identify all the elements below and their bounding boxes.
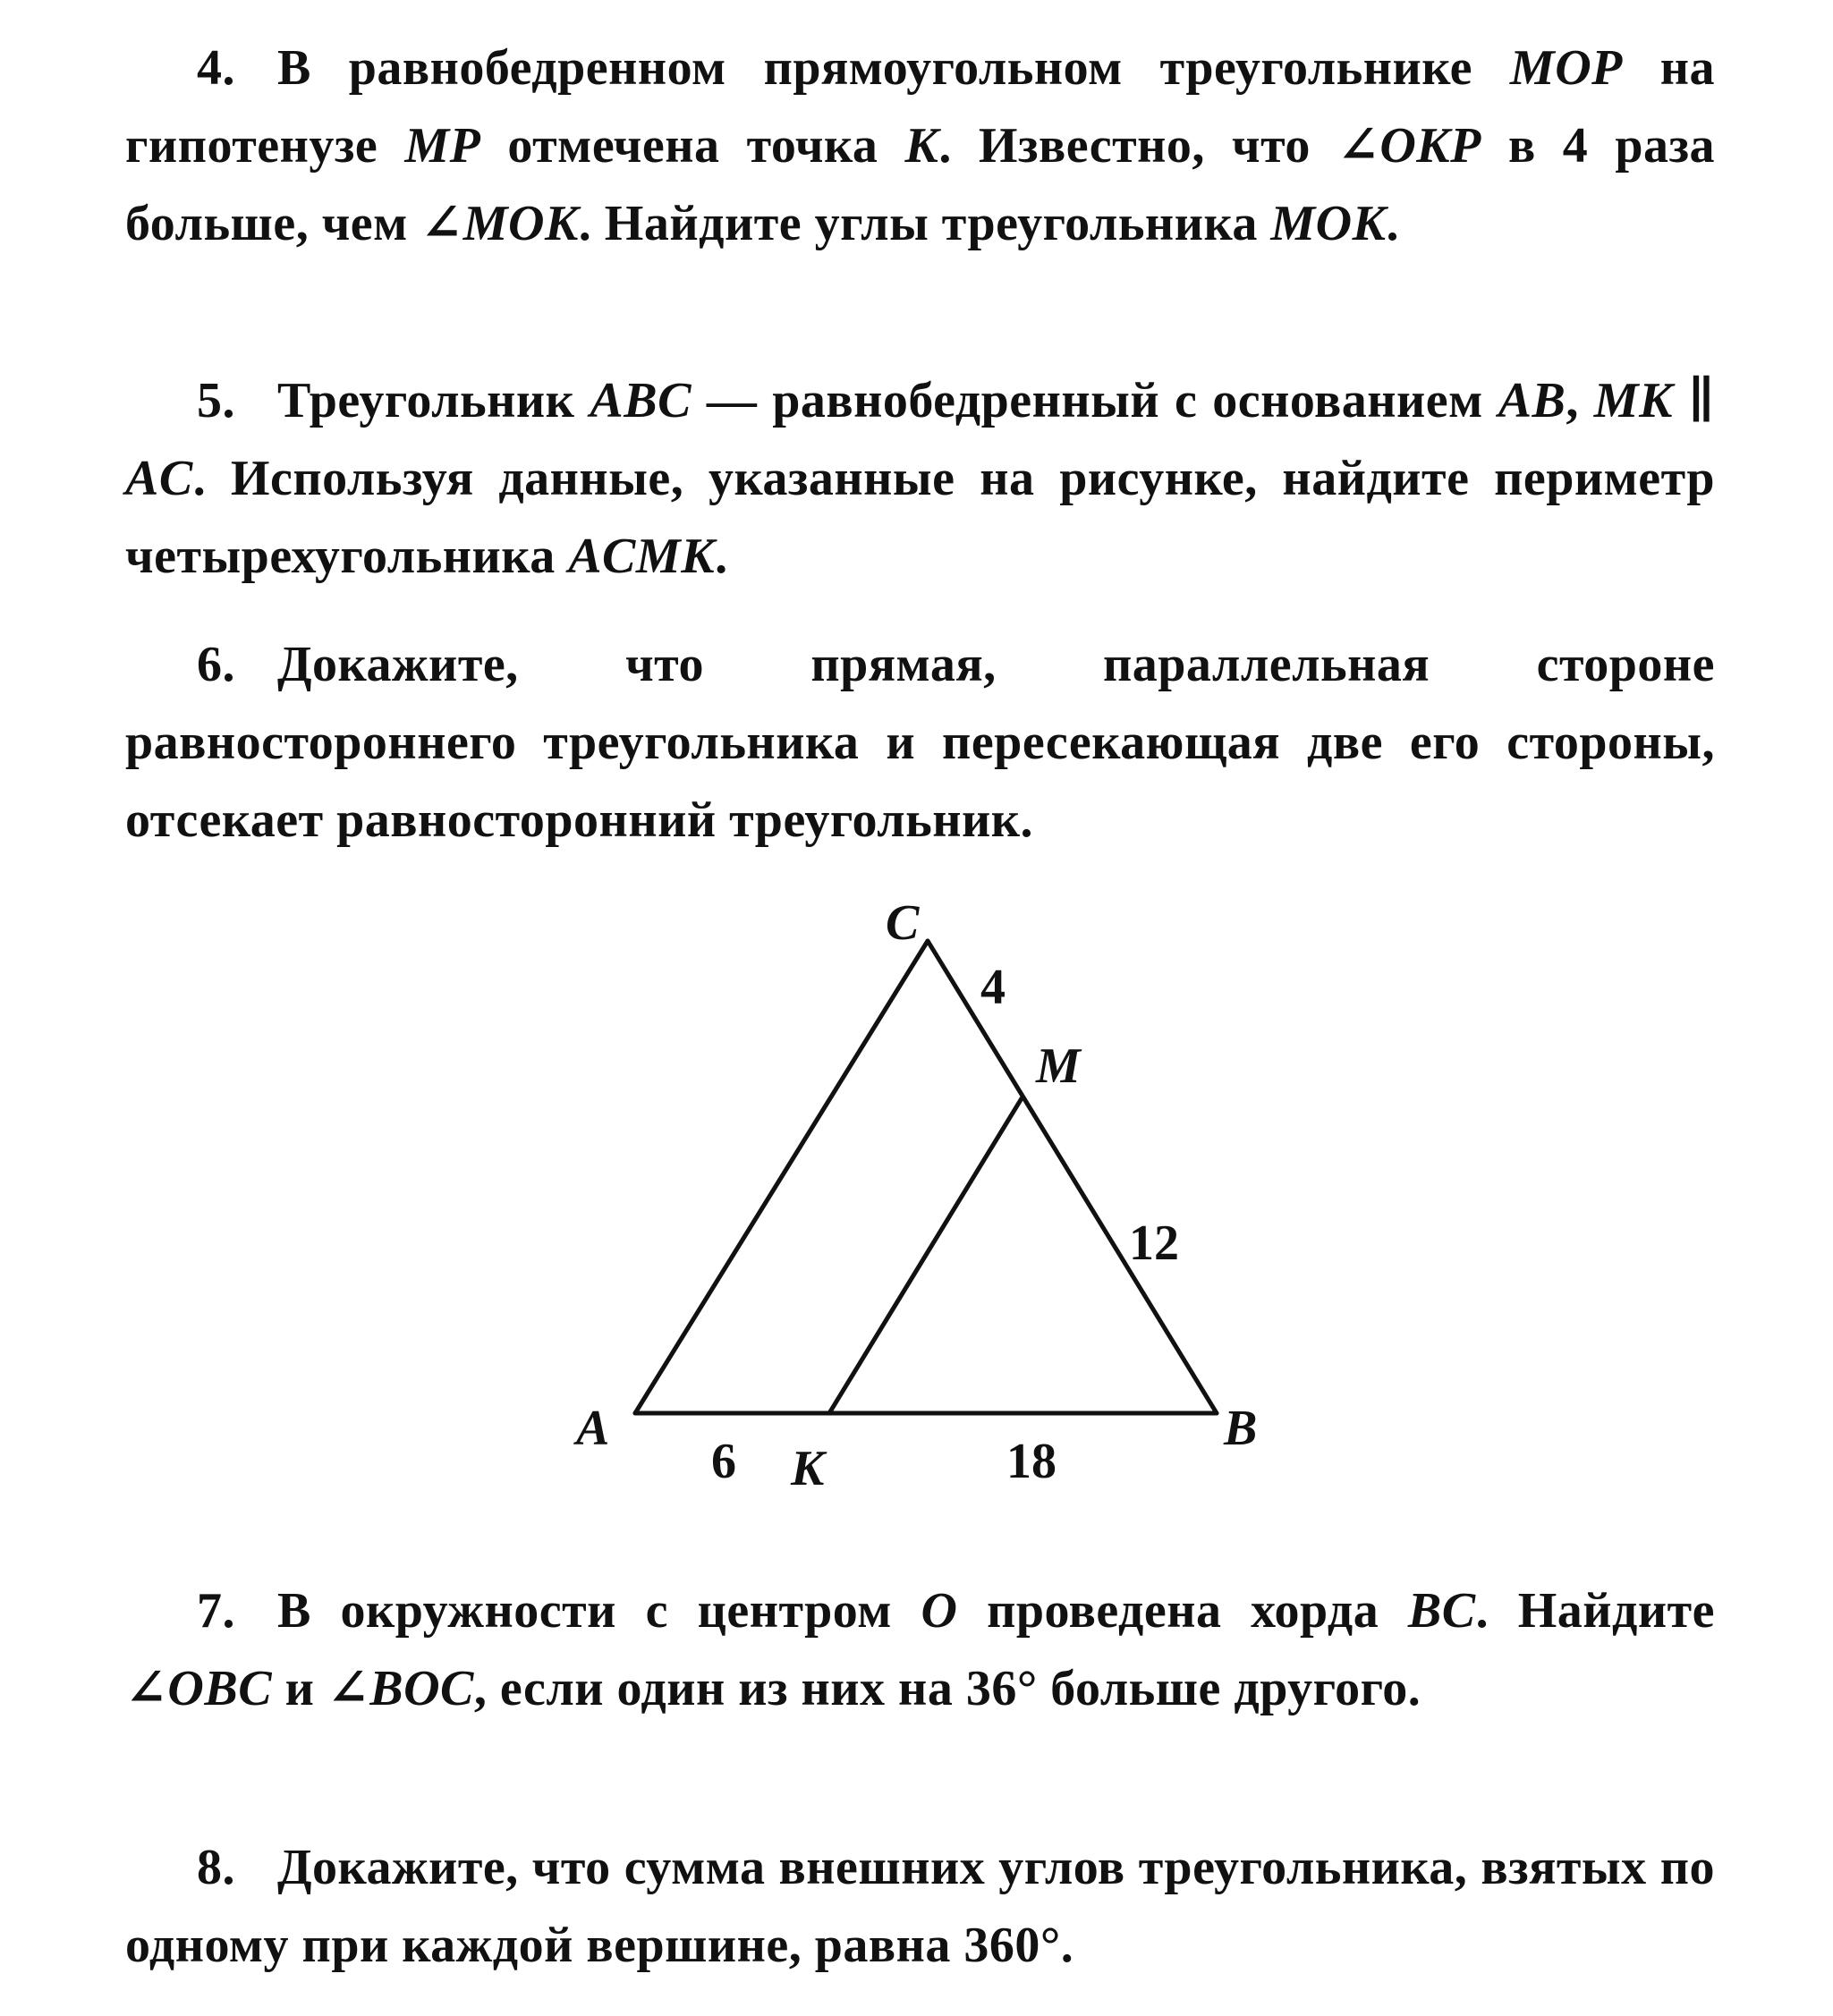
math-term: ∠OKP	[1337, 118, 1481, 174]
problem-8	[125, 1829, 1715, 1985]
problem-text: Докажите, что прямая, параллельная стороне равностороннего треугольника и пересекающая две его стороны, отсекает равносторонний треугольник.	[125, 637, 1715, 848]
math-term: ABC	[590, 373, 692, 428]
problem-text: .	[715, 529, 728, 584]
math-term: O	[921, 1583, 958, 1639]
problem-text: . Найдите	[1475, 1583, 1715, 1639]
problem-text: В окружности с центром	[277, 1583, 921, 1639]
segment-label-ak: 6	[711, 1434, 736, 1489]
problem-text: отмечена точка	[480, 118, 905, 174]
problem-number: 5.	[197, 373, 235, 428]
math-term: MOP	[1509, 40, 1623, 96]
problem-number: 8.	[197, 1840, 235, 1895]
math-term: MK	[1593, 373, 1673, 428]
segment-label-cm: 4	[980, 960, 1006, 1015]
math-term: ∠MOK	[420, 196, 579, 251]
side-cb	[928, 941, 1217, 1413]
problem-number: 6.	[197, 637, 235, 692]
problem-text: на гипотенузе	[125, 40, 1716, 174]
math-term: AC	[125, 451, 193, 506]
math-term: AB	[1498, 373, 1566, 428]
segment-label-kb: 18	[1006, 1434, 1057, 1489]
problem-number: 7.	[197, 1583, 235, 1639]
problem-number: 4.	[197, 40, 235, 96]
vertex-label-m: M	[1036, 1038, 1081, 1094]
problem-4	[125, 30, 1715, 263]
segment-label-mb: 12	[1129, 1216, 1179, 1271]
math-term: MP	[404, 118, 481, 174]
math-term: ∠BOC	[327, 1661, 474, 1716]
problem-text: проведена хорда	[957, 1583, 1408, 1639]
problem-text: — равнобедренный с основанием	[691, 373, 1498, 428]
problem-text: в 4 раза больше, чем	[125, 118, 1716, 251]
math-term: ACMK	[568, 529, 716, 584]
problem-text: Треугольник	[277, 373, 590, 428]
problem-text: ,	[1566, 373, 1594, 428]
problem-text: и	[272, 1661, 327, 1716]
problem-5	[125, 362, 1715, 596]
problem-text: . Известно, что	[938, 118, 1337, 174]
problem-7	[125, 1572, 1715, 1728]
problem-6	[125, 626, 1715, 860]
vertex-label-c: C	[886, 895, 920, 951]
vertex-label-k: K	[791, 1441, 825, 1496]
math-term: ∠OBC	[125, 1661, 273, 1716]
problem-text: ∥	[1672, 373, 1715, 428]
vertex-label-b: B	[1224, 1401, 1258, 1456]
segment-mk	[829, 1098, 1022, 1413]
math-term: MOK	[1270, 196, 1387, 251]
problem-text: В равнобедренном прямоугольном треугольнике	[277, 40, 1510, 96]
vertex-label-a: A	[576, 1401, 610, 1456]
side-ac	[635, 941, 928, 1413]
math-term: BC	[1407, 1583, 1476, 1639]
problem-text: , если один из них на 36° больше другого.	[473, 1661, 1421, 1716]
problem-text: .	[1386, 196, 1399, 251]
math-term: K	[904, 118, 939, 174]
problem-text: . Найдите углы треугольника	[578, 196, 1271, 251]
problem-text: . Используя данные, указанные на рисунке, найдите периметр четырехугольника	[125, 451, 1715, 584]
problem-text: Докажите, что сумма внешних углов треугольника, взятых по одному при каждой вершине, равна 360°.	[125, 1840, 1715, 1973]
